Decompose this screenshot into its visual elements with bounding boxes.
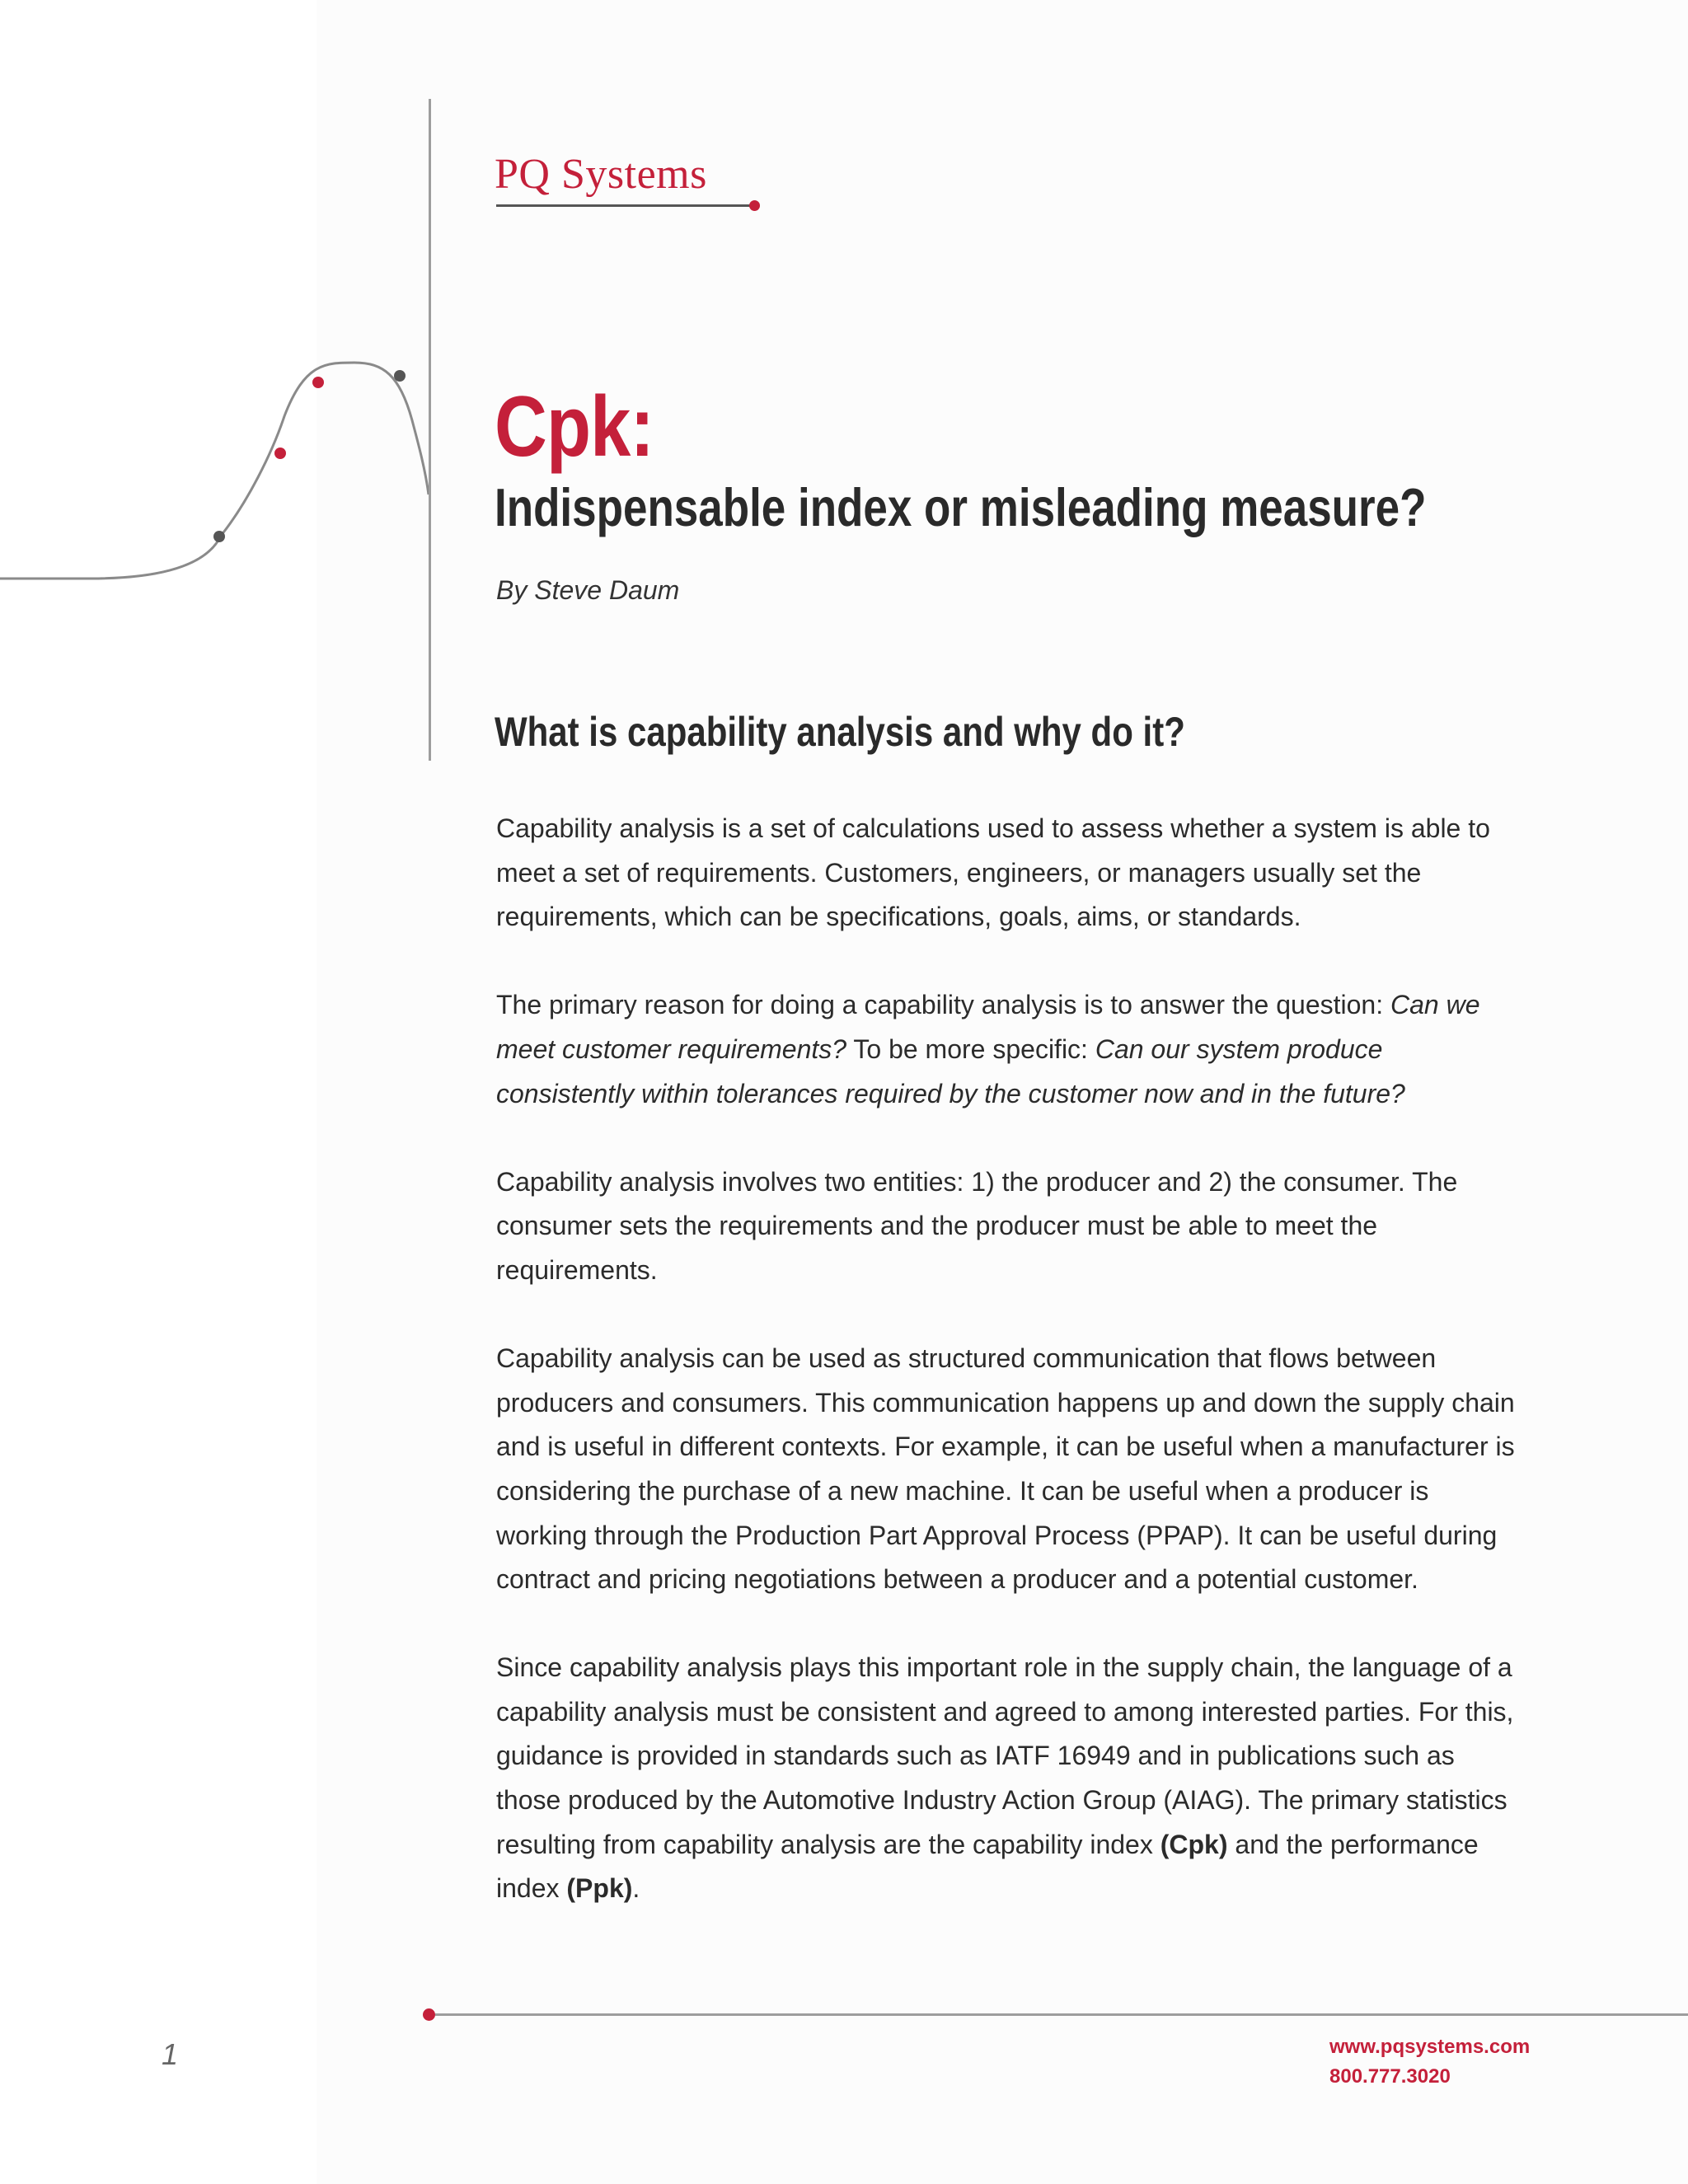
footer-rule: [435, 2013, 1688, 2016]
phone-number: 800.777.3020: [1329, 2065, 1451, 2088]
section-heading: What is capability analysis and why do it?: [495, 709, 1185, 755]
paragraph-4: Capability analysis can be used as structured communication that flows between producers and consumers. This communication happens up and down the supply chain and is useful in different contexts. For example, it can be useful when a manufacturer is considering the purchase of a new machine. It can be useful when a producer is working through the Production Part Approval Process (PPAP). It can be useful during contract and pricing negotiations between a producer and a potential customer.: [496, 1343, 1515, 1595]
vertical-divider: [429, 99, 431, 761]
ppk-term: (Ppk): [566, 1873, 633, 1904]
logo-dot: [749, 200, 760, 211]
page-subtitle: Indispensable index or misleading measure?: [495, 477, 1427, 537]
article-body: [496, 807, 1518, 1955]
cpk-term: (Cpk): [1160, 1829, 1228, 1859]
paragraph-3: Capability analysis involves two entities: 1) the producer and 2) the consumer. The consumer sets the requirements and the producer must be able to meet the requirements.: [496, 1166, 1458, 1285]
curve-point: [213, 531, 225, 542]
page-number: 1: [162, 2037, 179, 2071]
paragraph-1: Capability analysis is a set of calculations used to assess whether a system is able to meet a set of requirements. Customers, engineers, or managers usually set the requirements, which can be specifications, goals, aims, or standards.: [496, 813, 1490, 932]
curve-point: [394, 370, 406, 382]
logo-text: PQ Systems: [495, 151, 707, 198]
paragraph-5-text: and the performance index: [496, 1829, 1479, 1904]
paragraph-2-text: To be more specific:: [846, 1033, 1095, 1064]
paragraph-5: [496, 1646, 1518, 1911]
paragraph-5-text: .: [632, 1873, 640, 1904]
bell-curve-graphic: [0, 330, 445, 602]
author-byline: By Steve Daum: [496, 575, 680, 605]
footer-dot: [423, 2008, 435, 2021]
paragraph-2: [496, 983, 1518, 1116]
page-title: Cpk:: [495, 379, 654, 475]
website-link[interactable]: www.pqsystems.com: [1329, 2036, 1531, 2058]
paragraph-2-question: Can our system produce consistently within tolerances required by the customer now and in the future?: [496, 1033, 1405, 1108]
curve-point: [312, 377, 324, 388]
pq-systems-logo: [495, 153, 707, 196]
paragraph-5-text: Since capability analysis plays this important role in the supply chain, the language of a capability analysis must be consistent and agreed to among interested parties. For this, guidance is provided in standards such as IATF 16949 and in publications such as those produced by the Automotive Industry Action Group (AIAG). The primary statistics resulting from capability analysis are the capability index: [496, 1652, 1514, 1859]
paragraph-2-text: The primary reason for doing a capability analysis is to answer the question:: [496, 990, 1390, 1020]
footer-contact: [1329, 2032, 1530, 2092]
curve-point: [274, 448, 286, 459]
logo-underline: [496, 204, 757, 207]
paragraph-2-question: Can we meet customer requirements?: [496, 990, 1480, 1064]
